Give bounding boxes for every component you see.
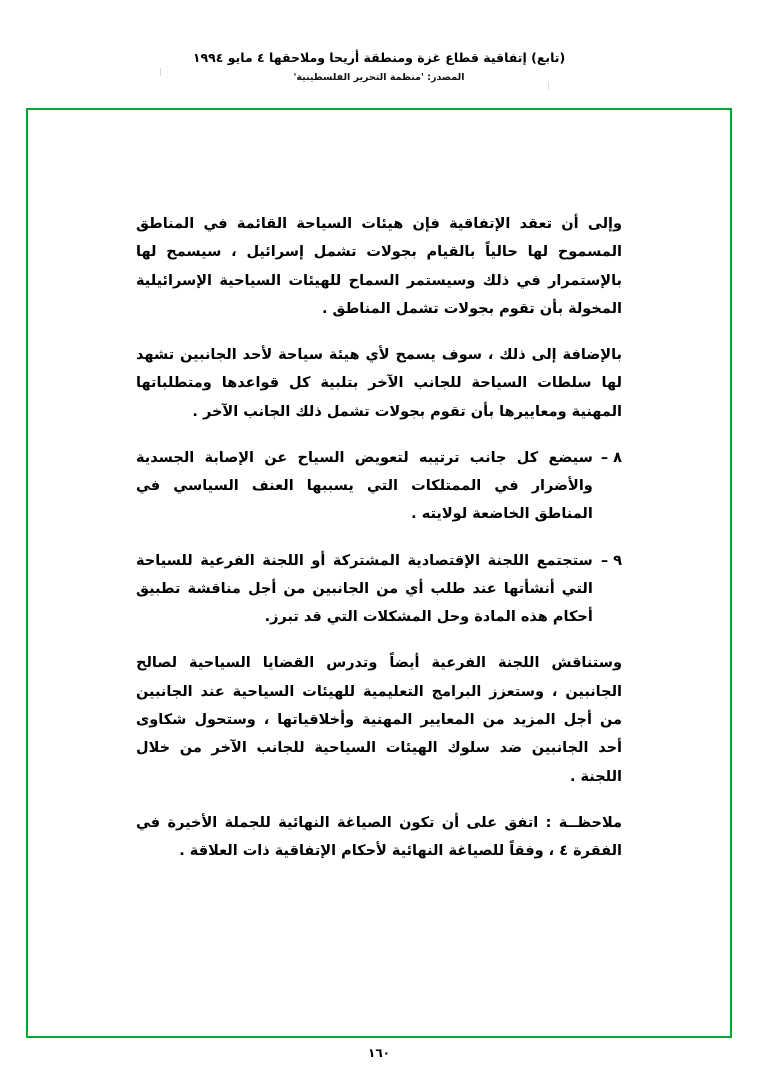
- paragraph: وإلى أن تعقد الإتفاقية فإن هيئات السياحة القائمة في المناطق المسموح لها حالياً بالقيام بجولات تشمل إسرائيل ، سيسمح لها بالإستمرار في ذلك وسيستمر السماح للهيئات السياحية الإسرائيلية المخولة بأن تقوم بجولات تشمل المناطق .: [136, 216, 622, 317]
- crop-tick-right: [548, 82, 549, 90]
- header-title: (تابع) إتفاقية قطاع غزة ومنطقة أريحا وملاحقها ٤ مايو ١٩٩٤: [192, 50, 566, 65]
- paragraph: بالإضافة إلى ذلك ، سوف يسمح لأي هيئة سياحة لأحد الجانبين تشهد لها سلطات السياحة للجانب الآخر بتلبية كل قواعدها ومتطلباتها المهنية ومعاييرها بأن تقوم بجولات تشمل ذلك الجانب الآخر .: [136, 347, 622, 420]
- page-header: [0, 0, 758, 83]
- list-item: [136, 444, 622, 529]
- list-item-number: ٩ –: [600, 552, 622, 569]
- crop-tick-left: [160, 68, 161, 76]
- paragraph: وستناقش اللجنة الفرعية أيضاً وتدرس القضايا السياحية لصالح الجانبين ، وستعزز البرامج التعليمية للهيئات السياحية عند الجانبين من أجل المزيد من المعايير المهنية وأخلاقياتها ، وستحول شكاوى أحد الجانبين ضد سلوك الهيئات السياحية للجانب الآخر من خلال اللجنة .: [136, 655, 622, 785]
- header-source: المصدر: 'منظمة التحرير الفلسطينية': [293, 72, 465, 83]
- list-item-number: ٨ –: [600, 449, 622, 466]
- note-paragraph: ملاحظــة : اتفق على أن تكون الصياغة النهائية للجملة الأخيرة في الفقرة ٤ ، وفقاً للصياغة النهائية لأحكام الإتفاقية ذات العلاقة .: [136, 814, 622, 860]
- list-item-text: ستجتمع اللجنة الإقتصادية المشتركة أو اللجنة الفرعية للسياحة التي أنشأتها عند طلب أي من الجانبين من أجل مناقشة تطبيق أحكام هذه المادة وحل المشكلات التي قد تبرز.: [136, 552, 593, 626]
- list-item-text: سيضع كل جانب ترتيبه لتعويض السياح عن الإصابة الجسدية والأضرار في الممتلكات التي يسببها العنف السياسي في المناطق الخاضعة لولايته .: [136, 449, 593, 523]
- list-item: [136, 547, 622, 632]
- page-number: ١٦٠: [368, 1046, 390, 1060]
- green-border-frame: [26, 108, 732, 1038]
- document-body: [136, 210, 622, 865]
